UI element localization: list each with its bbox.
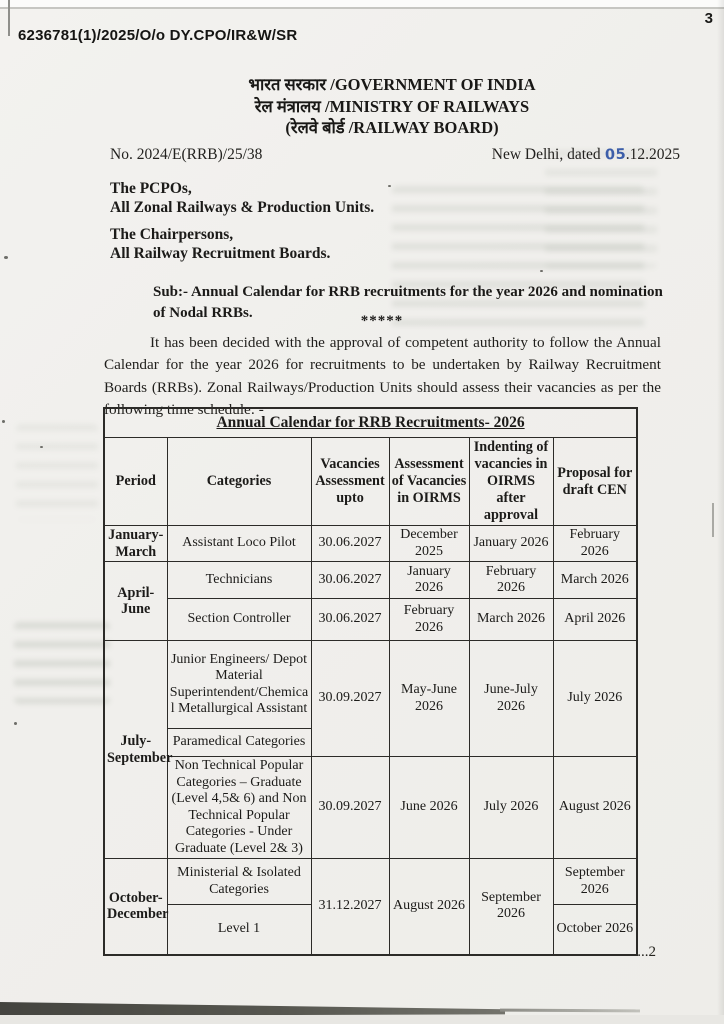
date-rest: .12.2025 [625,146,680,163]
addressee-chairpersons-line1: The Chairpersons, [110,226,234,243]
subject-line: Sub:- Annual Calendar for RRB recruitments for the year 2026 and nomination of Nodal RRBs. [153,284,663,321]
table-title: Annual Calendar for RRB Recruitments- 2026 [104,408,637,438]
ink-bleedthrough-patch [545,150,657,268]
assessment-cell: January 2026 [389,562,469,599]
category-cell: Level 1 [167,905,311,955]
assessment-cell: December 2025 [389,526,469,562]
proposal-cell: April 2026 [553,599,637,641]
proposal-cell: February 2026 [553,526,637,562]
period-january-march: January-March [104,526,167,562]
scan-speck [14,722,17,725]
upto-cell: 30.06.2027 [311,562,389,599]
upto-cell: 30.06.2027 [311,526,389,562]
category-cell: Junior Engineers/ Depot Material Superintendent/Chemical Metallurgical Assistant [167,641,311,729]
indenting-cell: February 2026 [469,562,553,599]
scan-speck [4,256,8,259]
ink-bleedthrough-patch [16,424,98,520]
letterhead-government-of-india: भारत सरकार /GOVERNMENT OF INDIA [248,75,536,94]
place-and-date [492,146,680,164]
category-cell: Non Technical Popular Categories – Graduate (Level 4,5& 6) and Non Technical Popular Categories - Under Graduate (Level 2& 3) [167,757,311,859]
header-categories: Categories [167,438,311,526]
letter-number: No. 2024/E(RRB)/25/38 [110,146,263,163]
upto-cell: 30.06.2027 [311,599,389,641]
table-row [104,562,637,599]
category-cell: Technicians [167,562,311,599]
upto-cell: 30.09.2027 [311,641,389,757]
header-proposal-draft-cen: Proposal for draft CEN [553,438,637,526]
table-row [104,859,637,905]
proposal-cell: March 2026 [553,562,637,599]
header-assessment-of-vacancies: Assessment of Vacancies in OIRMS [389,438,469,526]
scan-left-edge-mark [8,0,10,36]
indenting-cell: September 2026 [469,859,553,955]
scan-top-margin [0,0,724,7]
indenting-cell: June-July 2026 [469,641,553,757]
period-october-december: October-December [104,859,167,955]
assessment-cell: February 2026 [389,599,469,641]
assessment-cell: June 2026 [389,757,469,859]
letterhead-railway-board: (रेलवे बोर्ड /RAILWAY BOARD) [285,118,499,137]
ink-bleedthrough-patch [14,622,110,704]
handwritten-date-day: 05 [604,146,627,164]
indenting-cell: July 2026 [469,757,553,859]
page-number: 3 [704,10,713,27]
letterhead [104,74,680,139]
table-row [104,526,637,562]
addressee-chairpersons [110,226,330,263]
scan-top-edge-line [0,7,724,9]
category-cell: Section Controller [167,599,311,641]
page-continuation-mark: ...2 [637,944,656,960]
header-period: Period [104,438,167,526]
upto-cell: 31.12.2027 [311,859,389,955]
category-cell: Assistant Loco Pilot [167,526,311,562]
addressee-pcpos-line1: The PCPOs, [110,180,192,197]
assessment-cell: August 2026 [389,859,469,955]
scan-bottom-edge-band-tail [500,1009,640,1013]
letterhead-ministry-of-railways: रेल मंत्रालय /MINISTRY OF RAILWAYS [254,96,530,116]
proposal-cell: July 2026 [553,641,637,757]
assessment-cell: May-June 2026 [389,641,469,757]
scan-right-edge-shadow [717,0,724,1024]
annual-calendar-table [103,407,638,956]
scan-bottom-margin [0,1015,724,1024]
upto-cell: 30.09.2027 [311,757,389,859]
table-header-row [104,438,637,526]
scan-right-edge-mark [712,503,714,537]
reference-date-row [110,146,680,164]
scan-speck [40,446,43,448]
scan-speck [540,270,543,272]
category-cell: Ministerial & Isolated Categories [167,859,311,905]
proposal-cell: October 2026 [553,905,637,955]
scan-speck [2,420,5,423]
table-row [104,599,637,641]
body-paragraph: It has been decided with the approval of competent authority to follow the Annual Calendar for the year 2026 for recruitments to be undertaken by Railway Recruitment Boards (RRBs). Zonal Railways/Production Units should assess their vacancies as per the following time schedule: - [104,334,661,419]
scan-bottom-edge-band [0,1002,505,1016]
addressee-pcpos-line2: All Zonal Railways & Production Units. [110,198,375,216]
table-row [104,757,637,859]
table-row [104,641,637,729]
addressee-chairpersons-line2: All Railway Recruitment Boards. [110,244,331,262]
file-reference-number: 6236781(1)/2025/O/o DY.CPO/IR&W/SR [18,27,298,44]
separator-stars: ***** [360,313,404,329]
table-title-row [104,408,637,438]
indenting-cell: January 2026 [469,526,553,562]
period-july-september: July-September [104,641,167,859]
period-april-june: April-June [104,562,167,641]
category-cell: Paramedical Categories [167,729,311,757]
place-date-prefix: New Delhi, dated [491,146,601,163]
proposal-cell: September 2026 [553,859,637,905]
scan-speck [388,185,391,187]
header-vacancies-assessment-upto: Vacancies Assessment upto [311,438,389,526]
proposal-cell: August 2026 [553,757,637,859]
header-indenting-of-vacancies: Indenting of vacancies in OIRMS after approval [469,438,553,526]
addressee-pcpos [110,180,374,217]
indenting-cell: March 2026 [469,599,553,641]
